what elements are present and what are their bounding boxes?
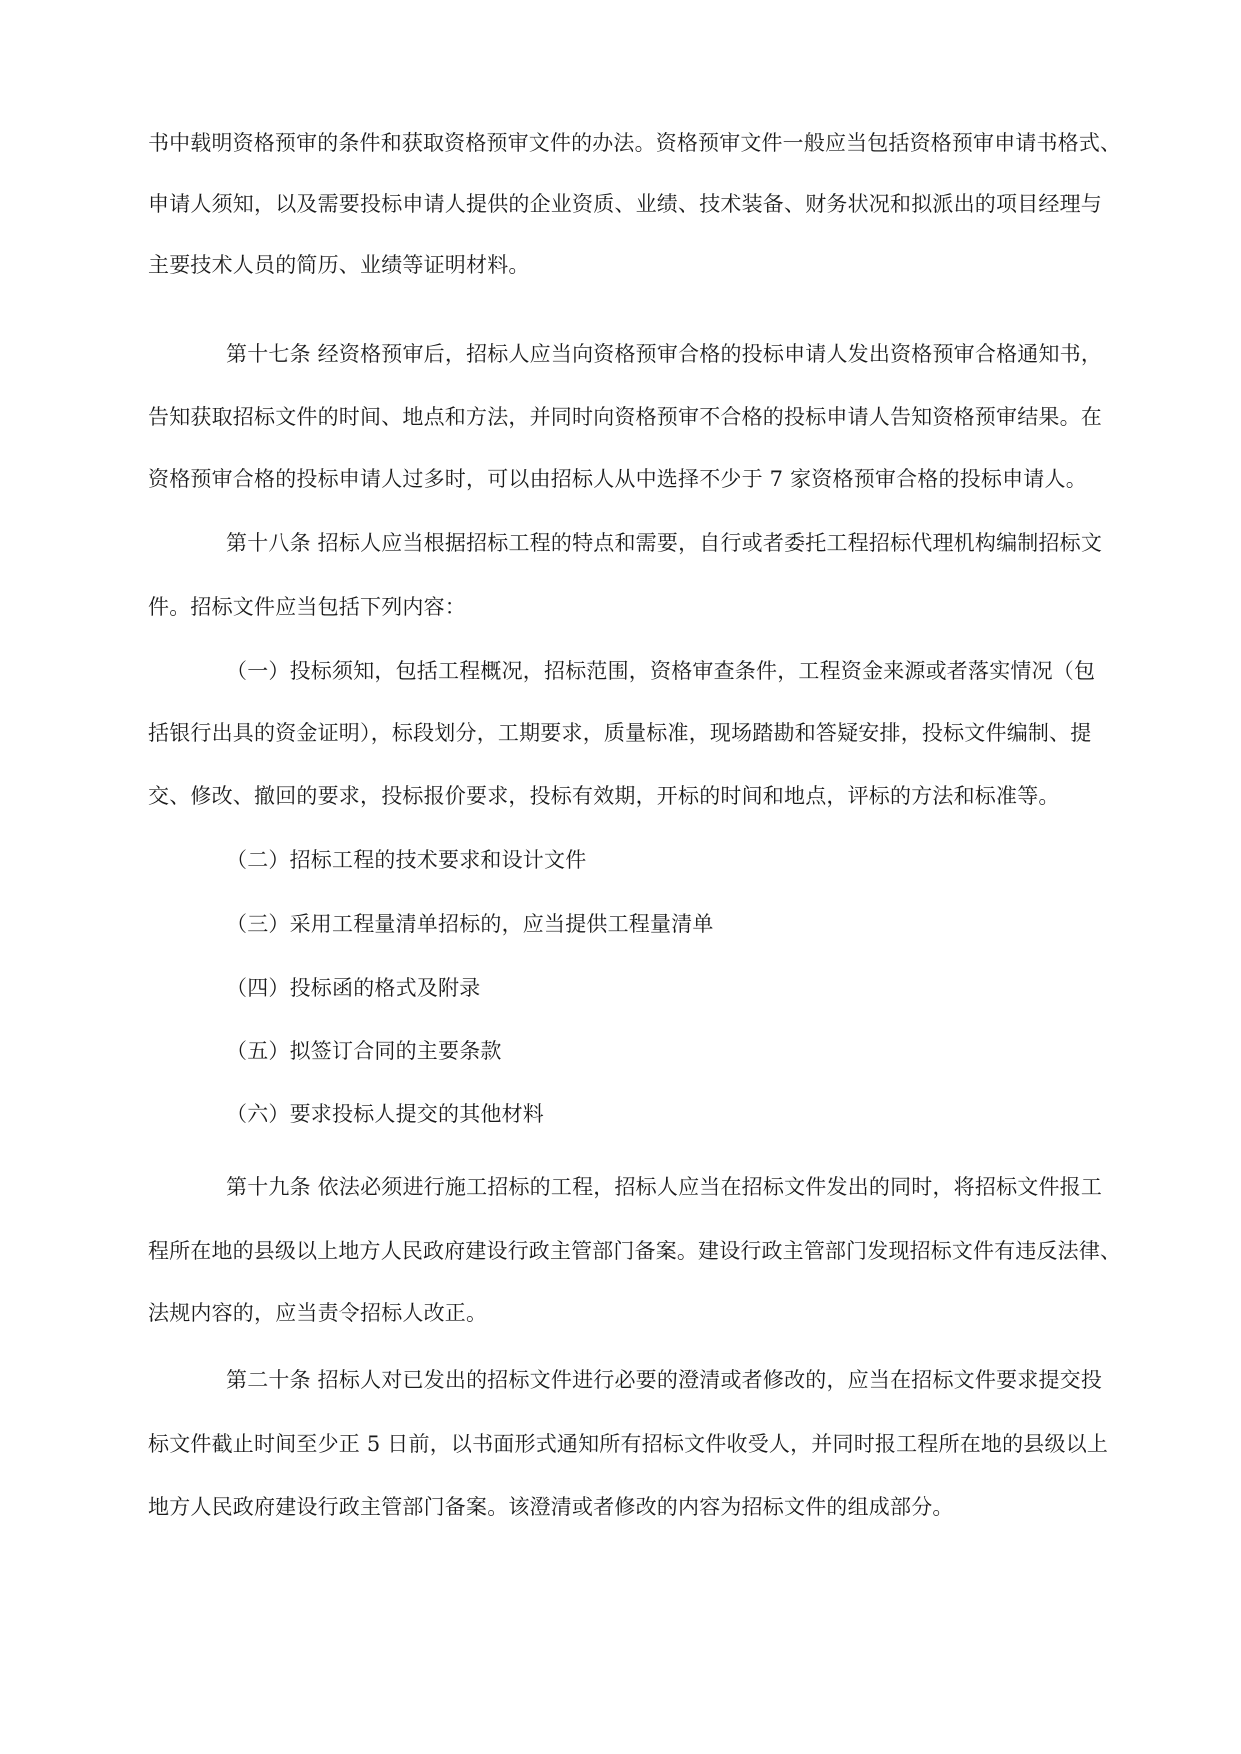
text-line: （六）要求投标人提交的其他材料 — [226, 1102, 544, 1126]
text-line: （四）投标函的格式及附录 — [226, 976, 481, 1000]
text-line: 括银行出具的资金证明），标段划分，工期要求，质量标准，现场踏勘和答疑安排，投标文件编制、提 — [148, 721, 1092, 745]
text-line: （三）采用工程量清单招标的，应当提供工程量清单 — [226, 912, 714, 936]
text-line: 告知获取招标文件的时间、地点和方法，并同时向资格预审不合格的投标申请人告知资格预审结果。在 — [148, 405, 1102, 429]
text-line: 主要技术人员的简历、业绩等证明材料。 — [148, 253, 530, 277]
text-line: 第十九条 依法必须进行施工招标的工程，招标人应当在招标文件发出的同时，将招标文件报工 — [226, 1175, 1103, 1199]
text-line: 资格预审合格的投标申请人过多时，可以由招标人从中选择不少于 7 家资格预审合格的投标申请人。 — [148, 467, 1087, 491]
text-line: 书中载明资格预审的条件和获取资格预审文件的办法。资格预审文件一般应当包括资格预审申请书格式、 — [148, 131, 1122, 155]
text-line: 法规内容的，应当责令招标人改正。 — [148, 1301, 488, 1325]
text-line: 件。招标文件应当包括下列内容： — [148, 595, 466, 619]
text-line: （二）招标工程的技术要求和设计文件 — [226, 848, 587, 872]
text-line: 第二十条 招标人对已发出的招标文件进行必要的澄清或者修改的，应当在招标文件要求提交投 — [226, 1368, 1103, 1392]
text-line: （五）拟签订合同的主要条款 — [226, 1039, 502, 1063]
text-line: 第十八条 招标人应当根据招标工程的特点和需要，自行或者委托工程招标代理机构编制招标文 — [226, 531, 1103, 555]
text-line: 第十七条 经资格预审后，招标人应当向资格预审合格的投标申请人发出资格预审合格通知书， — [226, 342, 1103, 366]
text-line: 申请人须知，以及需要投标申请人提供的企业资质、业绩、技术装备、财务状况和拟派出的项目经理与 — [148, 192, 1102, 216]
text-line: 地方人民政府建设行政主管部门备案。该澄清或者修改的内容为招标文件的组成部分。 — [148, 1495, 954, 1519]
text-line: 标文件截止时间至少正 5 日前，以书面形式通知所有招标文件收受人，并同时报工程所在地的县级以上 — [148, 1432, 1109, 1456]
text-line: 交、修改、撤回的要求，投标报价要求，投标有效期，开标的时间和地点，评标的方法和标准等。 — [148, 784, 1060, 808]
text-line: （一）投标须知，包括工程概况，招标范围，资格审查条件，工程资金来源或者落实情况（包 — [226, 659, 1096, 683]
text-line: 程所在地的县级以上地方人民政府建设行政主管部门备案。建设行政主管部门发现招标文件有违反法律、 — [148, 1239, 1122, 1263]
